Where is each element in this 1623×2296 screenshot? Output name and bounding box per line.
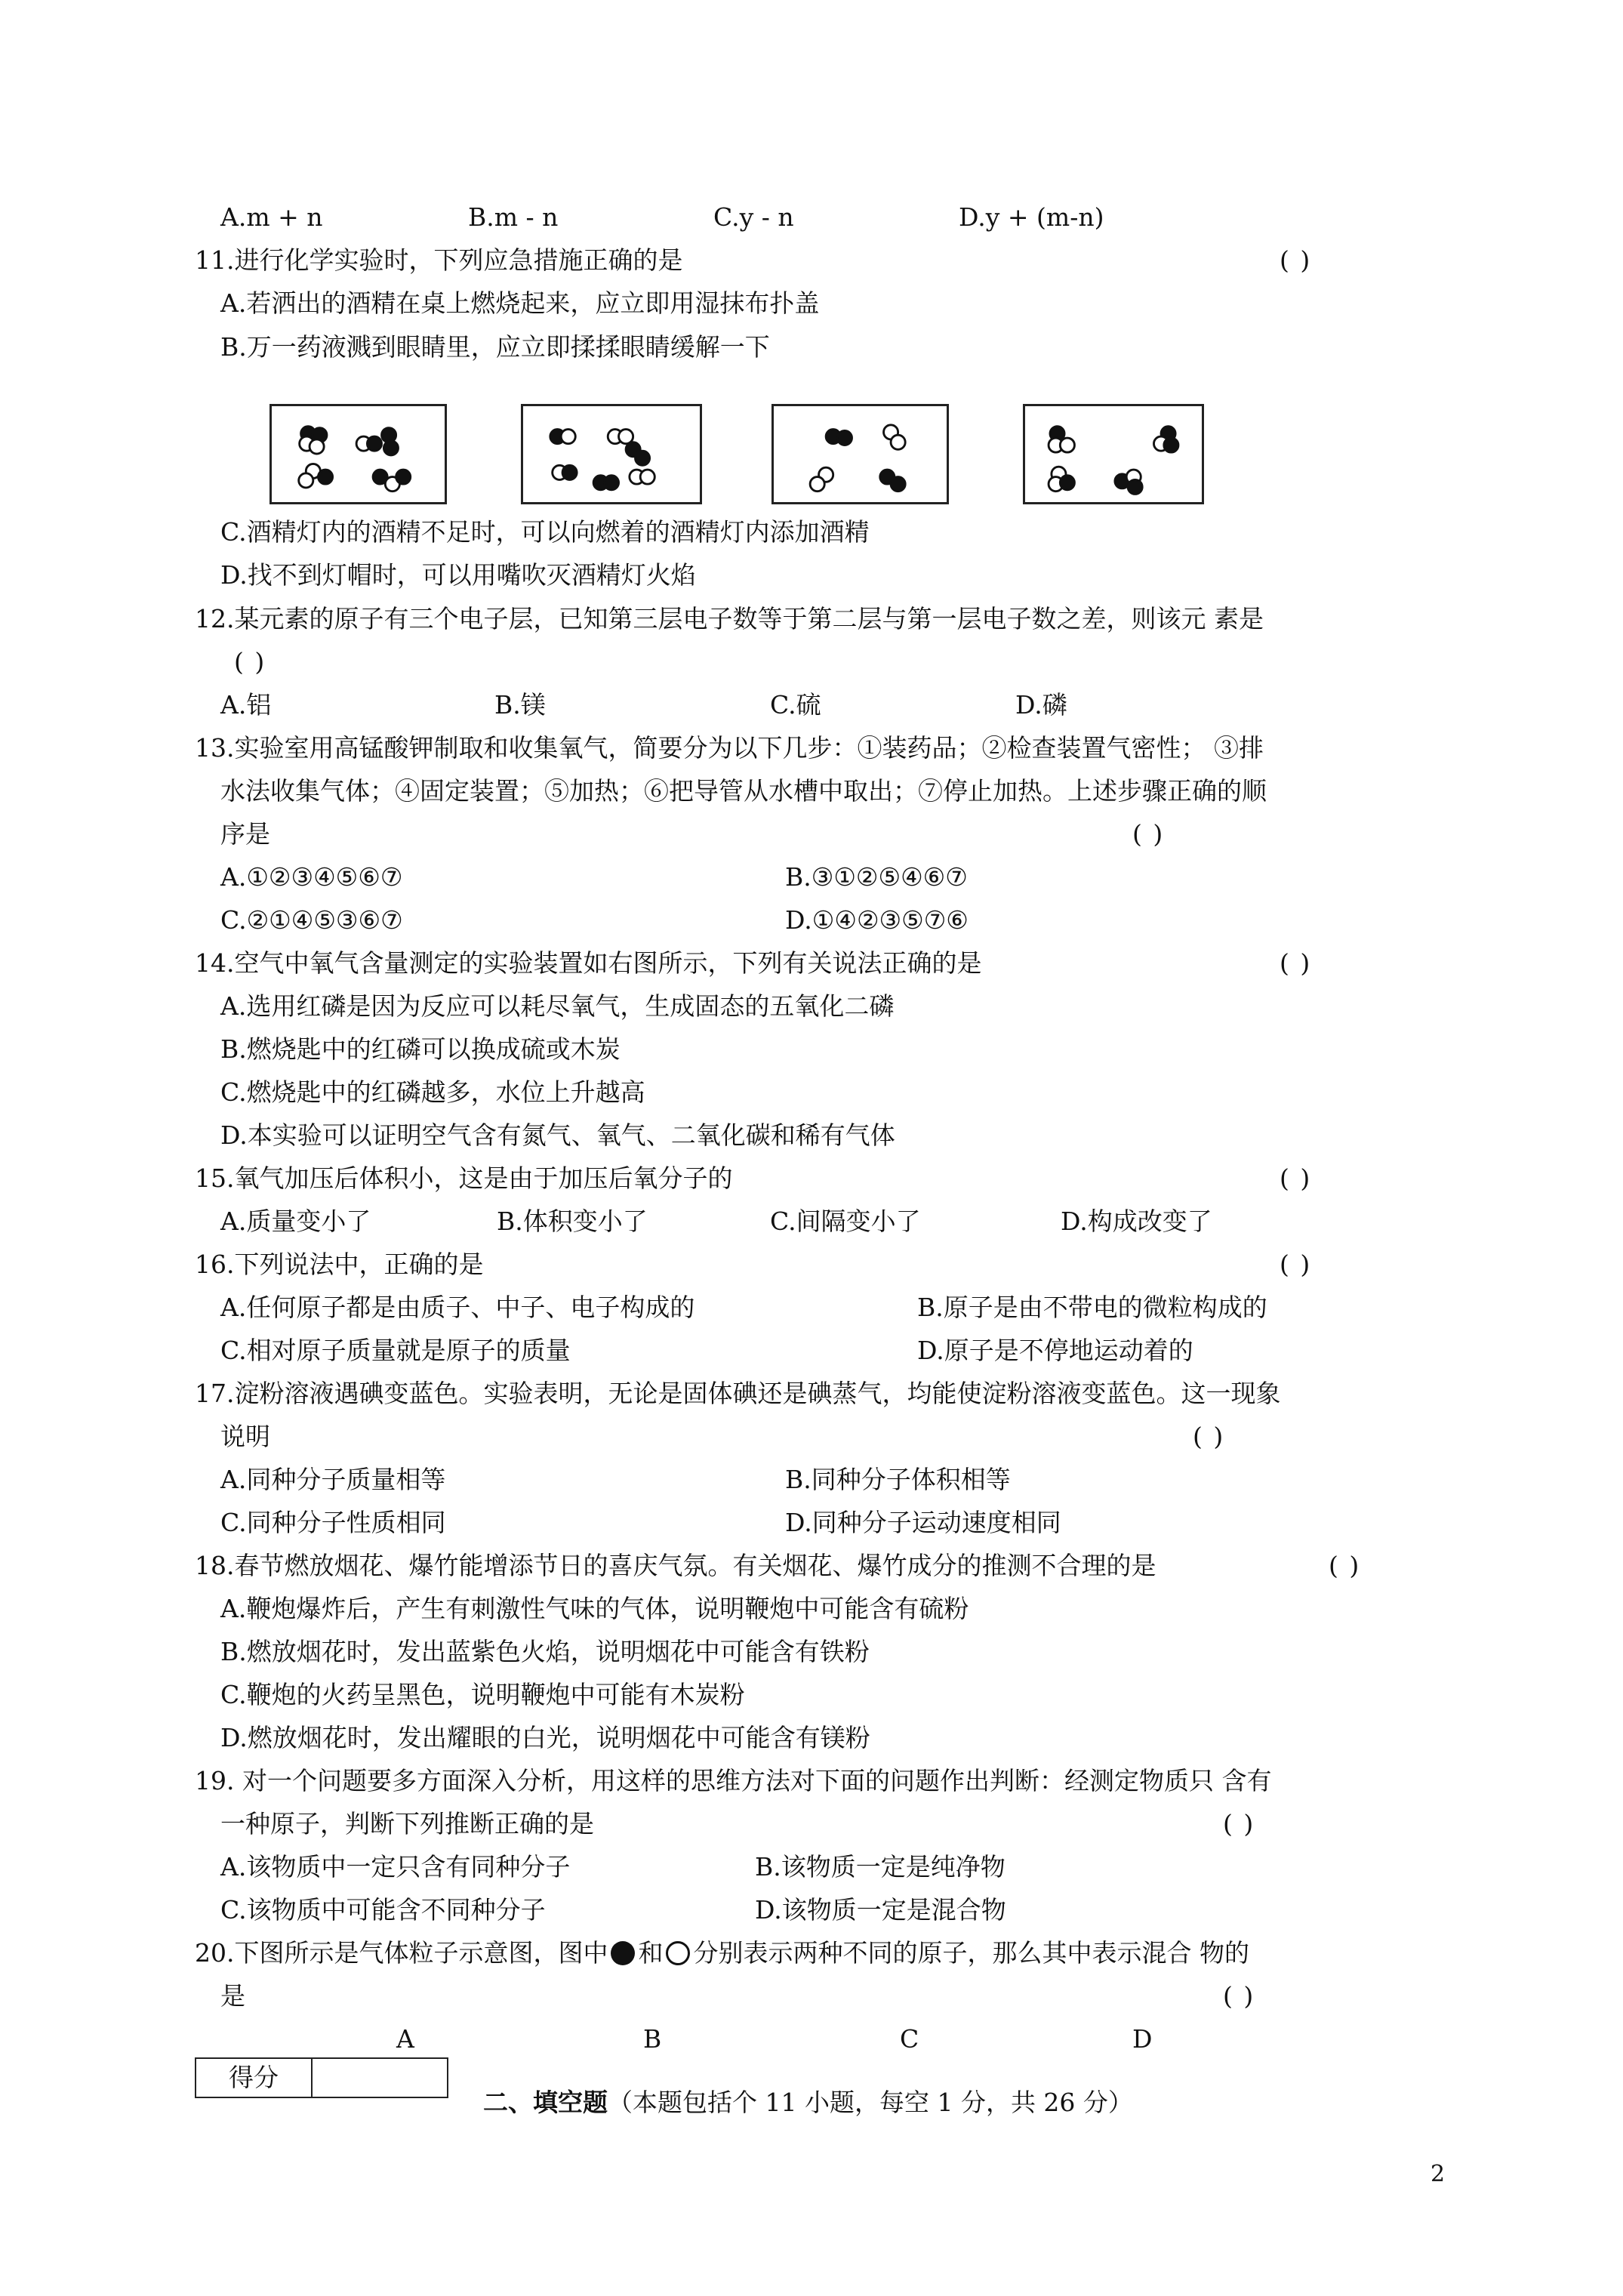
page-number: 2 (1431, 2161, 1446, 2187)
q11-option-a: A.若洒出的酒精在桌上燃烧起来，应立即用湿抹布扑盖 (220, 288, 820, 318)
q16-stem: 16.下列说法中，正确的是 (195, 1250, 484, 1279)
q18-option-d: D.燃放烟花时，发出耀眼的白光，说明烟花中可能含有镁粉 (220, 1723, 870, 1752)
q20-stem-part2: 和 (638, 1938, 664, 1968)
q15-option-c: C.间隔变小了 (770, 1207, 921, 1236)
q17-option-b: B.同种分子体积相等 (785, 1465, 1011, 1494)
q10-option-d: D.y + (m-n) (959, 202, 1104, 232)
q12-option-b: B.镁 (494, 690, 546, 720)
q19-option-d: D.该物质一定是混合物 (755, 1895, 1006, 1925)
q13-option-a: A.①②③④⑤⑥⑦ (220, 862, 403, 892)
q11-answer-paren: ( ) (1280, 245, 1312, 275)
q14-option-a: A.选用红磷是因为反应可以耗尽氧气，生成固态的五氧化二磷 (220, 991, 895, 1021)
q13-option-b: B.③①②⑤④⑥⑦ (785, 862, 968, 892)
particle-diagram-d (1023, 404, 1204, 504)
q14-answer-paren: ( ) (1280, 948, 1312, 978)
q11-option-c: C.酒精灯内的酒精不足时，可以向燃着的酒精灯内添加酒精 (220, 517, 870, 547)
q16-option-b: B.原子是由不带电的微粒构成的 (917, 1293, 1267, 1322)
q20-stem-part1: 20.下图所示是气体粒子示意图，图中 (195, 1938, 608, 1968)
q20-stem-part3: 分别表示两种不同的原子，那么其中表示混合 物的 (693, 1938, 1249, 1968)
q17-stem-line2: 说明 (220, 1422, 270, 1451)
q12-option-d: D.磷 (1015, 690, 1067, 720)
q19-stem-line2: 一种原子，判断下列推断正确的是 (220, 1809, 594, 1838)
q15-option-a: A.质量变小了 (220, 1207, 371, 1236)
q18-option-b: B.燃放烟花时，发出蓝紫色火焰，说明烟花中可能含有铁粉 (220, 1637, 870, 1666)
section-note: （本题包括个 11 小题，每空 1 分，共 26 分） (608, 2088, 1133, 2117)
q20-label-b: B (643, 2024, 662, 2054)
particle-diagram-c (771, 404, 949, 504)
score-label: 得分 (196, 2058, 312, 2097)
q15-answer-paren: ( ) (1280, 1163, 1312, 1193)
q16-option-a: A.任何原子都是由质子、中子、电子构成的 (220, 1293, 695, 1322)
white-atom-icon (666, 1941, 690, 1965)
q12-stem: 12.某元素的原子有三个电子层，已知第三层电子数等于第二层与第一层电子数之差，则该元 素是 (195, 604, 1264, 633)
q12-option-c: C.硫 (770, 690, 821, 720)
q10-option-c: C.y - n (713, 202, 794, 232)
particle-diagram-b (521, 404, 702, 504)
q10-option-a: A.m + n (220, 202, 323, 232)
q15-option-b: B.体积变小了 (497, 1207, 648, 1236)
q17-answer-paren: ( ) (1193, 1422, 1225, 1451)
q20-stem-line2: 是 (220, 1981, 245, 2011)
section-title: 二、填空题 (483, 2088, 608, 2117)
q16-option-d: D.原子是不停地运动着的 (917, 1336, 1193, 1365)
q19-option-b: B.该物质一定是纯净物 (755, 1852, 1006, 1881)
q19-option-c: C.该物质中可能含不同种分子 (220, 1895, 546, 1925)
q17-option-a: A.同种分子质量相等 (220, 1465, 446, 1494)
q18-stem: 18.春节燃放烟花、爆竹能增添节日的喜庆气氛。有关烟花、爆竹成分的推测不合理的是 (195, 1551, 1156, 1580)
q13-answer-paren: ( ) (1132, 819, 1165, 849)
q15-option-d: D.构成改变了 (1061, 1207, 1212, 1236)
q14-option-c: C.燃烧匙中的红磷越多，水位上升越高 (220, 1077, 645, 1107)
q11-stem: 11.进行化学实验时，下列应急措施正确的是 (195, 245, 683, 275)
q12-option-a: A.铝 (220, 690, 272, 720)
q20-label-d: D (1132, 2024, 1153, 2054)
q18-answer-paren: ( ) (1329, 1551, 1361, 1580)
q17-stem-line1: 17.淀粉溶液遇碘变蓝色。实验表明，无论是固体碘还是碘蒸气，均能使淀粉溶液变蓝色。这一现象 (195, 1379, 1281, 1408)
q11-option-d: D.找不到灯帽时，可以用嘴吹灭酒精灯火焰 (220, 560, 696, 590)
q13-option-d: D.①④②③⑤⑦⑥ (785, 905, 969, 935)
q14-stem: 14.空气中氧气含量测定的实验装置如右图所示，下列有关说法正确的是 (195, 948, 982, 978)
score-value-cell[interactable] (312, 2058, 448, 2097)
particle-diagram-a (269, 404, 447, 504)
q16-answer-paren: ( ) (1280, 1250, 1312, 1279)
q20-label-a: A (396, 2024, 414, 2054)
q19-stem-line1: 19. 对一个问题要多方面深入分析，用这样的思维方法对下面的问题作出判断：经测定物质只 含有 (195, 1766, 1272, 1795)
q20-label-c: C (900, 2024, 919, 2054)
q16-option-c: C.相对原子质量就是原子的质量 (220, 1336, 571, 1365)
q17-option-d: D.同种分子运动速度相同 (785, 1508, 1061, 1537)
section-heading (483, 2088, 1133, 2118)
q12-answer-paren: ( ) (234, 647, 266, 676)
q13-option-c: C.②①④⑤③⑥⑦ (220, 905, 403, 935)
q19-option-a: A.该物质中一定只含有同种分子 (220, 1852, 571, 1881)
q20-stem-line1 (195, 1938, 1249, 1968)
q18-option-c: C.鞭炮的火药呈黑色，说明鞭炮中可能有木炭粉 (220, 1680, 745, 1709)
q17-option-c: C.同种分子性质相同 (220, 1508, 446, 1537)
q19-answer-paren: ( ) (1223, 1809, 1255, 1838)
q18-option-a: A.鞭炮爆炸后，产生有刺激性气味的气体，说明鞭炮中可能含有硫粉 (220, 1594, 969, 1623)
q11-option-b: B.万一药液溅到眼睛里，应立即揉揉眼睛缓解一下 (220, 332, 770, 362)
q13-stem-line2: 水法收集气体；④固定装置；⑤加热；⑥把导管从水槽中取出；⑦停止加热。上述步骤正确的顺 (220, 776, 1267, 806)
q10-option-b: B.m - n (468, 202, 559, 232)
q14-option-d: D.本实验可以证明空气含有氮气、氧气、二氧化碳和稀有气体 (220, 1120, 895, 1150)
score-box (195, 2057, 448, 2098)
q20-answer-paren: ( ) (1223, 1981, 1255, 2011)
q14-option-b: B.燃烧匙中的红磷可以换成硫或木炭 (220, 1034, 621, 1064)
q15-stem: 15.氧气加压后体积小，这是由于加压后氧分子的 (195, 1163, 733, 1193)
q13-stem-line3: 序是 (220, 819, 270, 849)
black-atom-icon (611, 1941, 635, 1965)
q13-stem-line1: 13.实验室用高锰酸钾制取和收集氧气，简要分为以下几步：①装药品；②检查装置气密性； ③排 (195, 733, 1264, 763)
